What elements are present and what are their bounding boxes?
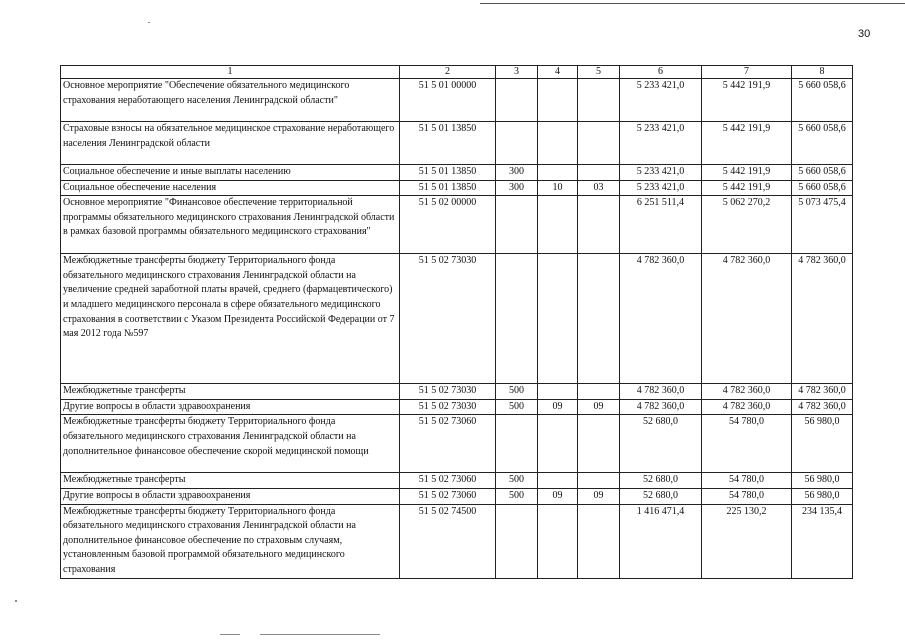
expense-type-cell [496, 415, 538, 473]
table-row [61, 122, 853, 165]
subsection-cell [578, 165, 620, 181]
column-header: 2 [400, 66, 496, 79]
column-header: 8 [792, 66, 853, 79]
table-row [61, 165, 853, 181]
column-header: 6 [620, 66, 702, 79]
expense-type-cell [496, 79, 538, 122]
table-row [61, 196, 853, 254]
row-name-cell: Межбюджетные трансферты бюджету Территориального фонда обязательного медицинского страхования Ленинградской области на дополнительное финансовое обеспечение по страховым случаям, установленным базовой программой обязательного медицинского страхования [61, 504, 400, 578]
amount-cell-col8: 56 980,0 [792, 415, 853, 473]
row-name-cell: Другие вопросы в области здравоохранения [61, 399, 400, 415]
table-row [61, 415, 853, 473]
row-name-cell: Страховые взносы на обязательное медицинское страхование неработающего населения Ленинградской области [61, 122, 400, 165]
section-cell [538, 384, 578, 400]
subsection-cell [578, 384, 620, 400]
row-name-cell: Межбюджетные трансферты [61, 473, 400, 489]
amount-cell-col8: 5 073 475,4 [792, 196, 853, 254]
amount-cell-col6: 5 233 421,0 [620, 165, 702, 181]
subsection-cell [578, 79, 620, 122]
section-cell [538, 196, 578, 254]
amount-cell-col6: 5 233 421,0 [620, 122, 702, 165]
section-cell [538, 415, 578, 473]
target-code-cell: 51 5 02 73030 [400, 254, 496, 384]
subsection-cell [578, 254, 620, 384]
table-row [61, 254, 853, 384]
amount-cell-col6: 52 680,0 [620, 473, 702, 489]
scan-edge-line [480, 3, 905, 4]
row-name-cell: Основное мероприятие "Финансовое обеспечение территориальной программы обязательного медицинского страхования Ленинградской области в рамках базовой программы обязательного медицинского страхования" [61, 196, 400, 254]
amount-cell-col7: 4 782 360,0 [702, 384, 792, 400]
section-cell: 09 [538, 399, 578, 415]
section-cell [538, 122, 578, 165]
expense-type-cell [496, 254, 538, 384]
section-cell [538, 165, 578, 181]
column-header: 4 [538, 66, 578, 79]
column-header: 1 [61, 66, 400, 79]
table-row [61, 488, 853, 504]
subsection-cell [578, 196, 620, 254]
amount-cell-col7: 5 062 270,2 [702, 196, 792, 254]
row-name-cell: Социальное обеспечение населения [61, 180, 400, 196]
expense-type-cell: 500 [496, 399, 538, 415]
amount-cell-col7: 54 780,0 [702, 473, 792, 489]
amount-cell-col8: 56 980,0 [792, 488, 853, 504]
row-name-cell: Межбюджетные трансферты бюджету Территориального фонда обязательного медицинского страхования Ленинградской области на дополнительное финансовое обеспечение скорой медицинской помощи [61, 415, 400, 473]
target-code-cell: 51 5 02 00000 [400, 196, 496, 254]
table-row [61, 504, 853, 578]
column-header: 7 [702, 66, 792, 79]
expense-type-cell [496, 196, 538, 254]
table-row [61, 473, 853, 489]
table-body [61, 79, 853, 579]
amount-cell-col8: 5 660 058,6 [792, 79, 853, 122]
page-number: 30 [858, 28, 871, 40]
amount-cell-col6: 6 251 511,4 [620, 196, 702, 254]
target-code-cell: 51 5 02 73060 [400, 488, 496, 504]
amount-cell-col8: 4 782 360,0 [792, 254, 853, 384]
scan-speck [148, 22, 150, 23]
subsection-cell [578, 473, 620, 489]
table-row [61, 79, 853, 122]
row-name-cell: Социальное обеспечение и иные выплаты населению [61, 165, 400, 181]
expense-type-cell: 500 [496, 473, 538, 489]
section-cell: 09 [538, 488, 578, 504]
row-name-cell: Межбюджетные трансферты бюджету Территориального фонда обязательного медицинского страхования Ленинградской области на увеличение средней заработной платы врачей, среднего (фармацевтического) и младшего медицинского персонала в сфере обязательного медицинского страхования в соответствии с Указом Президента Российской Федерации от 7 мая 2012 года №597 [61, 254, 400, 384]
expense-type-cell: 300 [496, 180, 538, 196]
subsection-cell: 03 [578, 180, 620, 196]
expense-type-cell: 500 [496, 488, 538, 504]
amount-cell-col6: 4 782 360,0 [620, 384, 702, 400]
budget-table [60, 65, 853, 579]
amount-cell-col7: 4 782 360,0 [702, 254, 792, 384]
row-name-cell: Другие вопросы в области здравоохранения [61, 488, 400, 504]
amount-cell-col7: 54 780,0 [702, 415, 792, 473]
amount-cell-col7: 54 780,0 [702, 488, 792, 504]
target-code-cell: 51 5 02 73030 [400, 399, 496, 415]
table-row [61, 180, 853, 196]
table-row [61, 384, 853, 400]
amount-cell-col6: 52 680,0 [620, 415, 702, 473]
amount-cell-col8: 5 660 058,6 [792, 180, 853, 196]
amount-cell-col8: 4 782 360,0 [792, 399, 853, 415]
target-code-cell: 51 5 01 13850 [400, 165, 496, 181]
subsection-cell [578, 504, 620, 578]
amount-cell-col6: 1 416 471,4 [620, 504, 702, 578]
amount-cell-col7: 5 442 191,9 [702, 165, 792, 181]
amount-cell-col7: 5 442 191,9 [702, 122, 792, 165]
subsection-cell: 09 [578, 399, 620, 415]
target-code-cell: 51 5 01 13850 [400, 180, 496, 196]
expense-type-cell: 300 [496, 165, 538, 181]
section-cell [538, 504, 578, 578]
amount-cell-col8: 56 980,0 [792, 473, 853, 489]
scan-speck [15, 600, 17, 602]
target-code-cell: 51 5 01 13850 [400, 122, 496, 165]
amount-cell-col7: 5 442 191,9 [702, 79, 792, 122]
amount-cell-col6: 5 233 421,0 [620, 79, 702, 122]
amount-cell-col7: 5 442 191,9 [702, 180, 792, 196]
subsection-cell [578, 122, 620, 165]
amount-cell-col7: 225 130,2 [702, 504, 792, 578]
amount-cell-col8: 4 782 360,0 [792, 384, 853, 400]
target-code-cell: 51 5 02 73030 [400, 384, 496, 400]
amount-cell-col6: 4 782 360,0 [620, 254, 702, 384]
amount-cell-col6: 4 782 360,0 [620, 399, 702, 415]
table-header-row [61, 66, 853, 79]
target-code-cell: 51 5 01 00000 [400, 79, 496, 122]
amount-cell-col6: 52 680,0 [620, 488, 702, 504]
target-code-cell: 51 5 02 73060 [400, 473, 496, 489]
section-cell [538, 254, 578, 384]
section-cell [538, 79, 578, 122]
expense-type-cell [496, 122, 538, 165]
row-name-cell: Основное мероприятие "Обеспечение обязательного медицинского страхования неработающего населения Ленинградской области" [61, 79, 400, 122]
table-row [61, 399, 853, 415]
amount-cell-col8: 5 660 058,6 [792, 165, 853, 181]
row-name-cell: Межбюджетные трансферты [61, 384, 400, 400]
amount-cell-col7: 4 782 360,0 [702, 399, 792, 415]
expense-type-cell: 500 [496, 384, 538, 400]
amount-cell-col6: 5 233 421,0 [620, 180, 702, 196]
column-header: 5 [578, 66, 620, 79]
target-code-cell: 51 5 02 74500 [400, 504, 496, 578]
amount-cell-col8: 5 660 058,6 [792, 122, 853, 165]
subsection-cell: 09 [578, 488, 620, 504]
target-code-cell: 51 5 02 73060 [400, 415, 496, 473]
subsection-cell [578, 415, 620, 473]
expense-type-cell [496, 504, 538, 578]
section-cell: 10 [538, 180, 578, 196]
amount-cell-col8: 234 135,4 [792, 504, 853, 578]
column-header: 3 [496, 66, 538, 79]
section-cell [538, 473, 578, 489]
